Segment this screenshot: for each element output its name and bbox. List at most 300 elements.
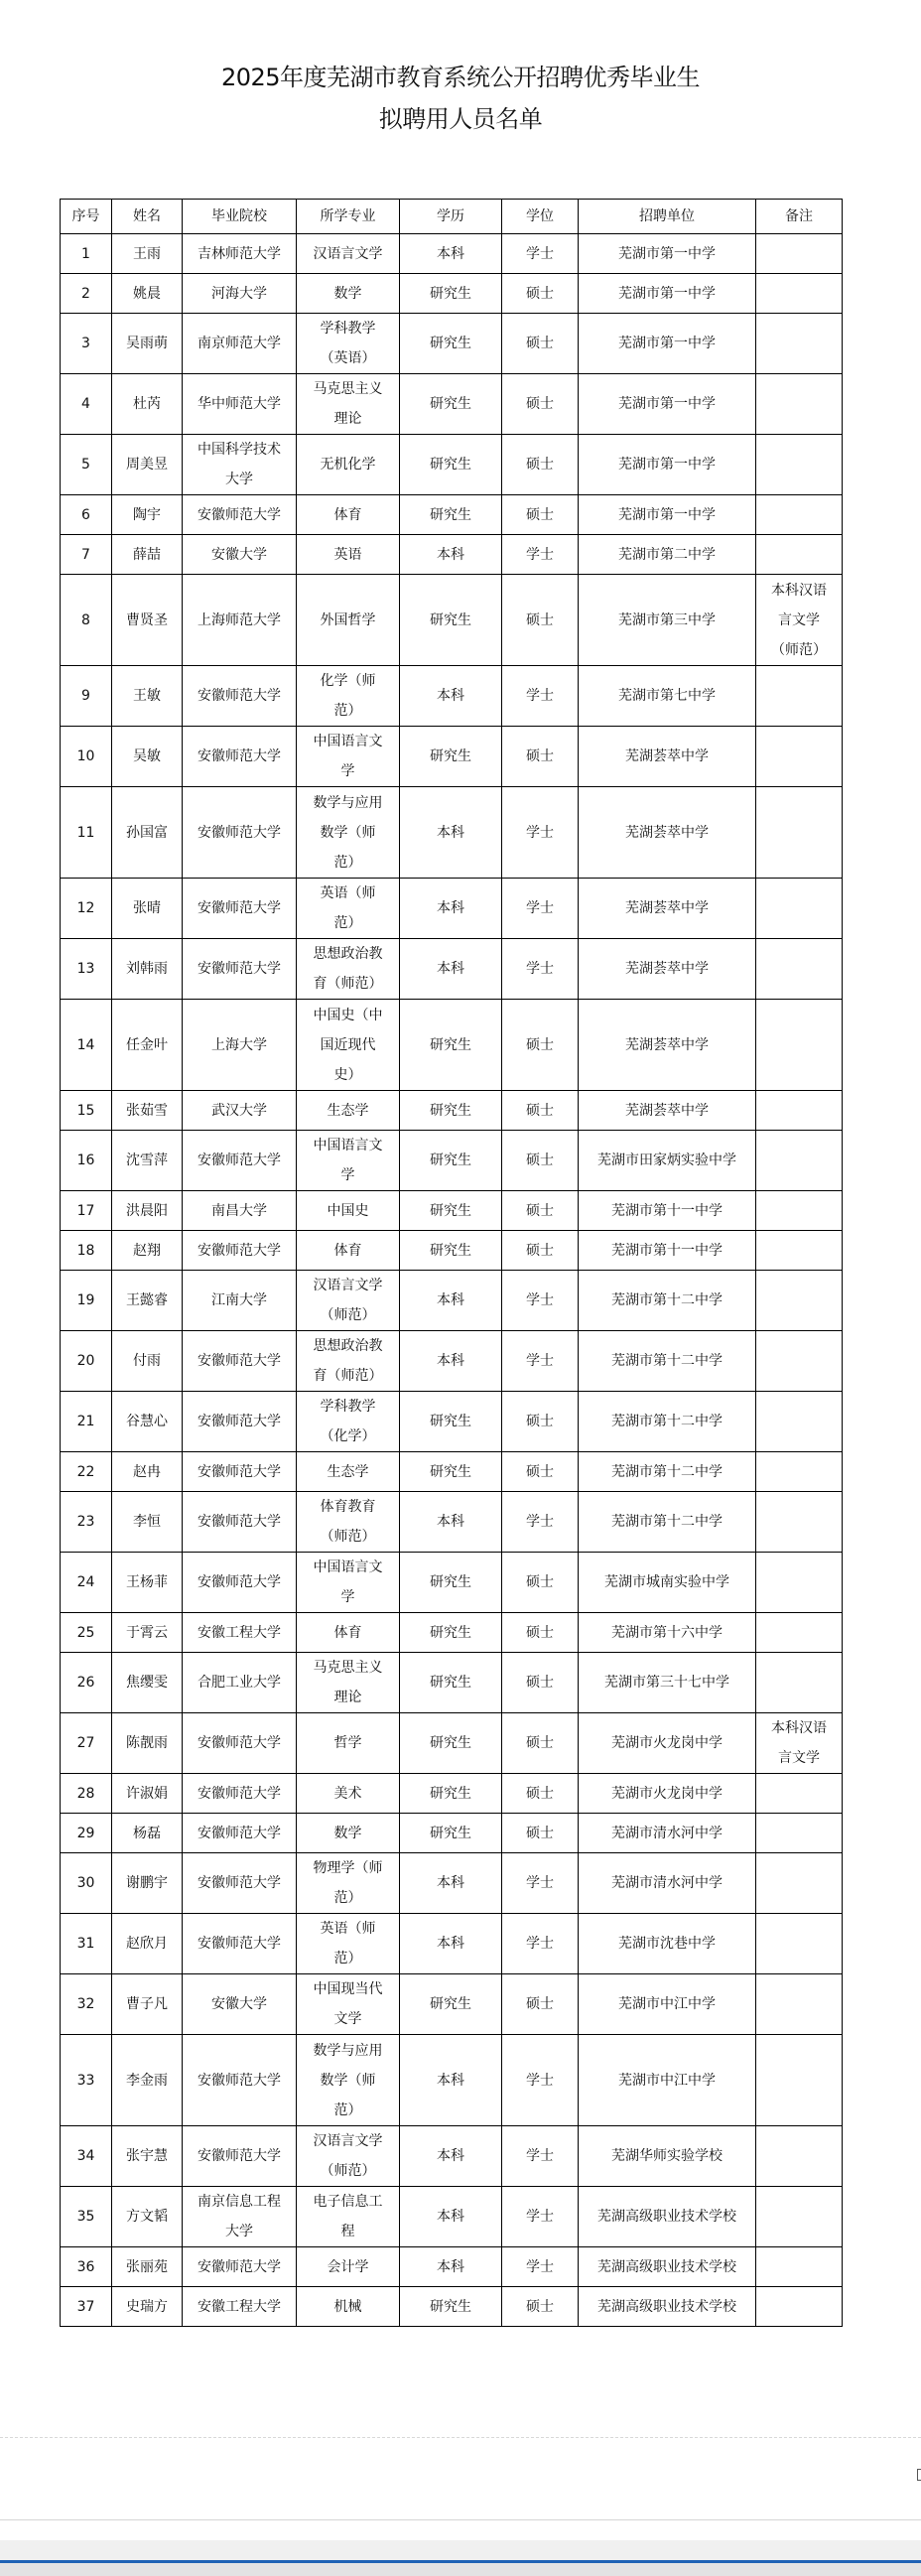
table-row [61,939,843,1000]
cell-school [183,1653,297,1713]
cell-school-line: 安徽师范大学 [197,1574,281,1590]
cell-education: 本科 [400,1331,502,1392]
page-divider [0,2437,921,2438]
table-row [61,727,843,787]
section-divider [0,2519,921,2520]
cell-major-line: 数学与应用 [313,794,383,811]
cell-index: 22 [61,1452,112,1492]
cell-index: 15 [61,1091,112,1131]
table-row [61,1814,843,1853]
cell-index: 32 [61,1974,112,2035]
cell-name: 刘韩雨 [112,939,183,1000]
cell-employer: 芜湖高级职业技术学校 [579,2287,756,2327]
cell-remarks [756,2035,843,2126]
cell-remarks [756,374,843,435]
cell-education: 本科 [400,939,502,1000]
cell-school [183,1231,297,1271]
cell-name: 吴敏 [112,727,183,787]
table-row [61,274,843,314]
cell-school-line: 武汉大学 [211,1102,267,1119]
cell-employer: 芜湖荟萃中学 [579,879,756,939]
cell-major-line: 范） [333,1951,362,1966]
cell-education: 本科 [400,535,502,575]
cell-degree: 硕士 [502,374,579,435]
cell-major [297,787,400,879]
cell-major [297,1974,400,2035]
cell-degree: 学士 [502,1271,579,1331]
cell-school-line: 安徽师范大学 [197,1936,281,1952]
cell-name: 陶宇 [112,495,183,535]
cell-index: 13 [61,939,112,1000]
cell-education: 研究生 [400,1974,502,2035]
table-row [61,1191,843,1231]
column-header-remarks: 备注 [756,200,843,234]
cell-remarks [756,1774,843,1814]
cell-employer: 芜湖市第一中学 [579,274,756,314]
cell-degree: 硕士 [502,1974,579,2035]
cell-remarks [756,314,843,374]
cell-major [297,374,400,435]
cell-degree: 学士 [502,1492,579,1553]
cell-employer: 芜湖市第一中学 [579,374,756,435]
cell-major-line: 学 [340,1589,355,1605]
cell-name: 陈靓雨 [112,1713,183,1774]
cell-major-line: 体育 [333,1624,362,1641]
cell-name: 谢鹏宇 [112,1853,183,1914]
cell-index: 24 [61,1553,112,1613]
cell-school [183,435,297,495]
cell-school-line: 安徽师范大学 [197,1152,281,1168]
table-row [61,535,843,575]
cell-education: 研究生 [400,1131,502,1191]
cell-school [183,1271,297,1331]
cell-major-line: 思想政治教 [313,1338,383,1354]
cell-major-line: 汉语言文学 [313,2133,383,2149]
cell-major-line: 理论 [333,1690,362,1705]
cell-major-line: 学科教学 [320,1399,376,1415]
cell-education: 本科 [400,2247,502,2287]
cell-index: 25 [61,1613,112,1653]
cell-school-line: 安徽师范大学 [197,1414,281,1429]
cell-school [183,1452,297,1492]
cell-major-line: 理论 [333,411,362,427]
cell-major [297,2247,400,2287]
cell-school-line: 安徽师范大学 [197,1242,281,1259]
cell-name: 杨磊 [112,1814,183,1853]
cell-remarks [756,939,843,1000]
scroll-handle-icon[interactable] [917,2469,921,2481]
cell-degree: 硕士 [502,1814,579,1853]
cell-index: 23 [61,1492,112,1553]
cell-major-line: 英语（师 [320,885,376,901]
cell-remarks [756,495,843,535]
cell-school-line: 安徽师范大学 [197,1735,281,1751]
cell-major-line: 范） [333,1890,362,1906]
cell-school-line: 安徽工程大学 [197,2298,281,2315]
table-row [61,1392,843,1452]
cell-major-line: 机械 [333,2298,362,2315]
cell-school-line: 上海大学 [211,1036,267,1053]
cell-school-line: 江南大学 [211,1292,267,1308]
cell-remarks [756,879,843,939]
cell-degree: 硕士 [502,1774,579,1814]
cell-school-line: 安徽师范大学 [197,1353,281,1369]
cell-school-line: 安徽师范大学 [197,2258,281,2275]
cell-education: 本科 [400,1492,502,1553]
cell-major [297,1853,400,1914]
cell-remarks [756,535,843,575]
cell-major [297,274,400,314]
cell-name: 张丽苑 [112,2247,183,2287]
cell-degree: 学士 [502,2187,579,2247]
table-row [61,1000,843,1091]
cell-employer: 芜湖市中江中学 [579,1974,756,2035]
cell-name: 谷慧心 [112,1392,183,1452]
cell-major [297,575,400,666]
cell-remarks [756,234,843,274]
table-row [61,1131,843,1191]
cell-remarks-line: 言文学 [778,1750,820,1766]
cell-employer: 芜湖市清水河中学 [579,1814,756,1853]
cell-name: 曹贤圣 [112,575,183,666]
cell-remarks [756,274,843,314]
cell-major-line: 思想政治教 [313,946,383,962]
cell-remarks-line: 言文学 [778,611,820,628]
cell-employer: 芜湖华师实验学校 [579,2126,756,2187]
table-row [61,495,843,535]
cell-education: 研究生 [400,274,502,314]
cell-employer: 芜湖荟萃中学 [579,939,756,1000]
cell-degree: 硕士 [502,435,579,495]
cell-index: 20 [61,1331,112,1392]
cell-major [297,2035,400,2126]
cell-major-line: （师范） [320,2163,376,2179]
footer-bottom [0,2563,921,2576]
cell-remarks [756,787,843,879]
cell-employer: 芜湖市第十二中学 [579,1452,756,1492]
cell-major [297,435,400,495]
cell-major [297,1713,400,1774]
cell-degree: 硕士 [502,2287,579,2327]
cell-major-line: 物理学（师 [313,1860,383,1876]
cell-school-line: 南昌大学 [211,1202,267,1219]
cell-education: 研究生 [400,495,502,535]
cell-name: 赵冉 [112,1452,183,1492]
cell-education: 研究生 [400,1713,502,1774]
cell-name: 付雨 [112,1331,183,1392]
cell-employer: 芜湖市第十二中学 [579,1492,756,1553]
cell-index: 5 [61,435,112,495]
cell-major [297,2187,400,2247]
cell-employer: 芜湖市第一中学 [579,435,756,495]
cell-remarks [756,1231,843,1271]
table-row [61,2187,843,2247]
cell-major [297,1613,400,1653]
cell-employer: 芜湖市第一中学 [579,495,756,535]
cell-index: 16 [61,1131,112,1191]
cell-major-line: 体育 [333,1242,362,1259]
cell-major-line: 马克思主义 [313,1660,383,1676]
cell-index: 1 [61,234,112,274]
cell-degree: 硕士 [502,1653,579,1713]
table-row [61,666,843,727]
cell-remarks [756,1000,843,1091]
cell-major [297,1492,400,1553]
cell-education: 本科 [400,879,502,939]
column-header-major: 所学专业 [297,200,400,234]
cell-major [297,1131,400,1191]
cell-major-line: 数学与应用 [313,2042,383,2059]
cell-major [297,1653,400,1713]
cell-degree: 学士 [502,2247,579,2287]
cell-index: 7 [61,535,112,575]
cell-employer: 芜湖高级职业技术学校 [579,2247,756,2287]
table-row [61,2035,843,2126]
cell-remarks [756,435,843,495]
cell-major-line: 外国哲学 [320,611,376,628]
cell-major-line: 体育教育 [320,1499,376,1515]
cell-major [297,1914,400,1974]
cell-major-line: 体育 [333,506,362,523]
cell-major-line: 范） [333,915,362,931]
cell-remarks-line: （师范） [771,641,827,658]
cell-major-line: 数学 [333,1825,362,1841]
cell-name: 李恒 [112,1492,183,1553]
cell-major-line: 美术 [333,1785,362,1802]
cell-employer: 芜湖市第十一中学 [579,1231,756,1271]
cell-remarks [756,1452,843,1492]
table-row [61,374,843,435]
cell-degree: 学士 [502,2126,579,2187]
table-row [61,2126,843,2187]
cell-school [183,1713,297,1774]
table-row [61,1091,843,1131]
cell-employer: 芜湖市第十二中学 [579,1271,756,1331]
cell-major-line: 育（师范） [313,976,383,992]
cell-education: 研究生 [400,1452,502,1492]
cell-remarks [756,2187,843,2247]
cell-school [183,2035,297,2126]
cell-degree: 硕士 [502,1191,579,1231]
cell-employer: 芜湖市沈巷中学 [579,1914,756,1974]
cell-school [183,1553,297,1613]
cell-index: 8 [61,575,112,666]
cell-school-line: 南京师范大学 [197,336,281,351]
cell-degree: 学士 [502,879,579,939]
cell-education: 研究生 [400,1231,502,1271]
cell-major-line: （师范） [320,1529,376,1545]
cell-name: 张晴 [112,879,183,939]
cell-education: 研究生 [400,1774,502,1814]
cell-major [297,2287,400,2327]
table-row [61,1613,843,1653]
footer-band [0,2540,921,2560]
cell-major [297,1392,400,1452]
cell-name: 张宇慧 [112,2126,183,2187]
cell-school [183,2126,297,2187]
cell-major [297,666,400,727]
cell-major-line: 学 [340,1167,355,1183]
cell-school [183,1914,297,1974]
cell-major-line: 范） [333,703,362,719]
cell-education: 研究生 [400,1191,502,1231]
cell-index: 27 [61,1713,112,1774]
column-header-education: 学历 [400,200,502,234]
cell-index: 17 [61,1191,112,1231]
cell-school-line: 大学 [225,472,253,487]
cell-name: 沈雪萍 [112,1131,183,1191]
cell-education: 研究生 [400,2287,502,2327]
cell-school [183,274,297,314]
cell-major [297,939,400,1000]
cell-employer: 芜湖市第十一中学 [579,1191,756,1231]
cell-major-line: 中国语言文 [313,734,383,749]
document-title: 2025年度芜湖市教育系统公开招聘优秀毕业生 [220,64,701,91]
cell-index: 28 [61,1774,112,1814]
cell-major [297,879,400,939]
cell-school-line: 安徽师范大学 [197,2148,281,2164]
cell-major-line: 生态学 [327,1463,369,1480]
cell-school-line: 安徽师范大学 [197,1514,281,1530]
table-row [61,575,843,666]
cell-degree: 硕士 [502,495,579,535]
table-row [61,314,843,374]
cell-major-line: 无机化学 [320,457,376,473]
cell-index: 11 [61,787,112,879]
cell-major-line: 汉语言文学 [313,1278,383,1293]
cell-major-line: 数学（师 [320,2072,376,2089]
cell-remarks [756,2126,843,2187]
cell-major-line: 中国史 [327,1202,369,1219]
cell-major [297,1091,400,1131]
cell-index: 29 [61,1814,112,1853]
cell-major [297,2126,400,2187]
cell-school [183,575,297,666]
cell-employer: 芜湖市火龙岗中学 [579,1713,756,1774]
cell-school [183,234,297,274]
hiring-roster-table [60,199,843,2327]
cell-name: 孙国富 [112,787,183,879]
cell-degree: 学士 [502,939,579,1000]
cell-school-line: 安徽师范大学 [197,506,281,523]
cell-major [297,1271,400,1331]
cell-major [297,234,400,274]
cell-index: 12 [61,879,112,939]
table-row [61,1553,843,1613]
cell-school [183,535,297,575]
cell-index: 14 [61,1000,112,1091]
cell-school [183,2187,297,2247]
cell-major-line: 英语 [333,546,362,563]
cell-degree: 学士 [502,2035,579,2126]
cell-education: 本科 [400,1914,502,1974]
cell-remarks [756,1974,843,2035]
cell-remarks [756,1553,843,1613]
cell-remarks [756,1713,843,1774]
cell-name: 史瑞方 [112,2287,183,2327]
cell-index: 6 [61,495,112,535]
cell-school-line: 安徽师范大学 [197,1825,281,1841]
table-row [61,1974,843,2035]
cell-name: 于霄云 [112,1613,183,1653]
cell-index: 36 [61,2247,112,2287]
cell-remarks [756,1331,843,1392]
table-row [61,1914,843,1974]
column-header-name: 姓名 [112,200,183,234]
cell-education: 研究生 [400,374,502,435]
cell-school [183,1331,297,1392]
cell-school-line: 吉林师范大学 [197,245,281,262]
cell-name: 方文韬 [112,2187,183,2247]
cell-name: 张茹雪 [112,1091,183,1131]
cell-name: 赵欣月 [112,1914,183,1974]
cell-school [183,1853,297,1914]
table-row [61,1853,843,1914]
cell-index: 21 [61,1392,112,1452]
cell-education: 研究生 [400,727,502,787]
table-row [61,234,843,274]
cell-school-line: 大学 [225,2224,253,2239]
cell-major-line: 电子信息工 [313,2194,383,2210]
cell-school-line: 河海大学 [211,285,267,302]
cell-school [183,939,297,1000]
table-row [61,1271,843,1331]
cell-name: 周美昱 [112,435,183,495]
cell-employer: 芜湖荟萃中学 [579,787,756,879]
cell-major [297,535,400,575]
cell-education: 研究生 [400,1653,502,1713]
cell-index: 35 [61,2187,112,2247]
cell-education: 研究生 [400,1553,502,1613]
cell-school-line: 安徽师范大学 [197,2072,281,2089]
cell-education: 研究生 [400,1091,502,1131]
cell-degree: 硕士 [502,1553,579,1613]
cell-remarks [756,1914,843,1974]
cell-major-line: 英语（师 [320,1921,376,1937]
cell-major-line: 范） [333,854,362,871]
cell-education: 本科 [400,787,502,879]
cell-school-line: 南京信息工程 [197,2194,281,2210]
cell-remarks-line: 本科汉语 [771,582,827,599]
cell-degree: 硕士 [502,575,579,666]
cell-education: 本科 [400,2187,502,2247]
cell-employer: 芜湖市第十二中学 [579,1331,756,1392]
cell-employer: 芜湖市第七中学 [579,666,756,727]
cell-school-line: 中国科学技术 [197,442,281,458]
cell-degree: 学士 [502,535,579,575]
cell-employer: 芜湖市城南实验中学 [579,1553,756,1613]
cell-remarks [756,1392,843,1452]
cell-name: 王懿睿 [112,1271,183,1331]
table-header-row [61,200,843,234]
cell-school [183,666,297,727]
cell-remarks [756,1492,843,1553]
cell-remarks [756,727,843,787]
cell-school-line: 安徽师范大学 [197,1463,281,1480]
cell-name: 薛喆 [112,535,183,575]
cell-major [297,314,400,374]
cell-employer: 芜湖市火龙岗中学 [579,1774,756,1814]
cell-major [297,1553,400,1613]
cell-degree: 硕士 [502,727,579,787]
cell-school-line: 安徽大学 [211,546,267,563]
cell-major-line: 学 [340,763,355,779]
cell-school-line: 华中师范大学 [197,396,281,412]
cell-name: 王雨 [112,234,183,274]
cell-employer: 芜湖高级职业技术学校 [579,2187,756,2247]
cell-education: 研究生 [400,1613,502,1653]
cell-degree: 学士 [502,666,579,727]
